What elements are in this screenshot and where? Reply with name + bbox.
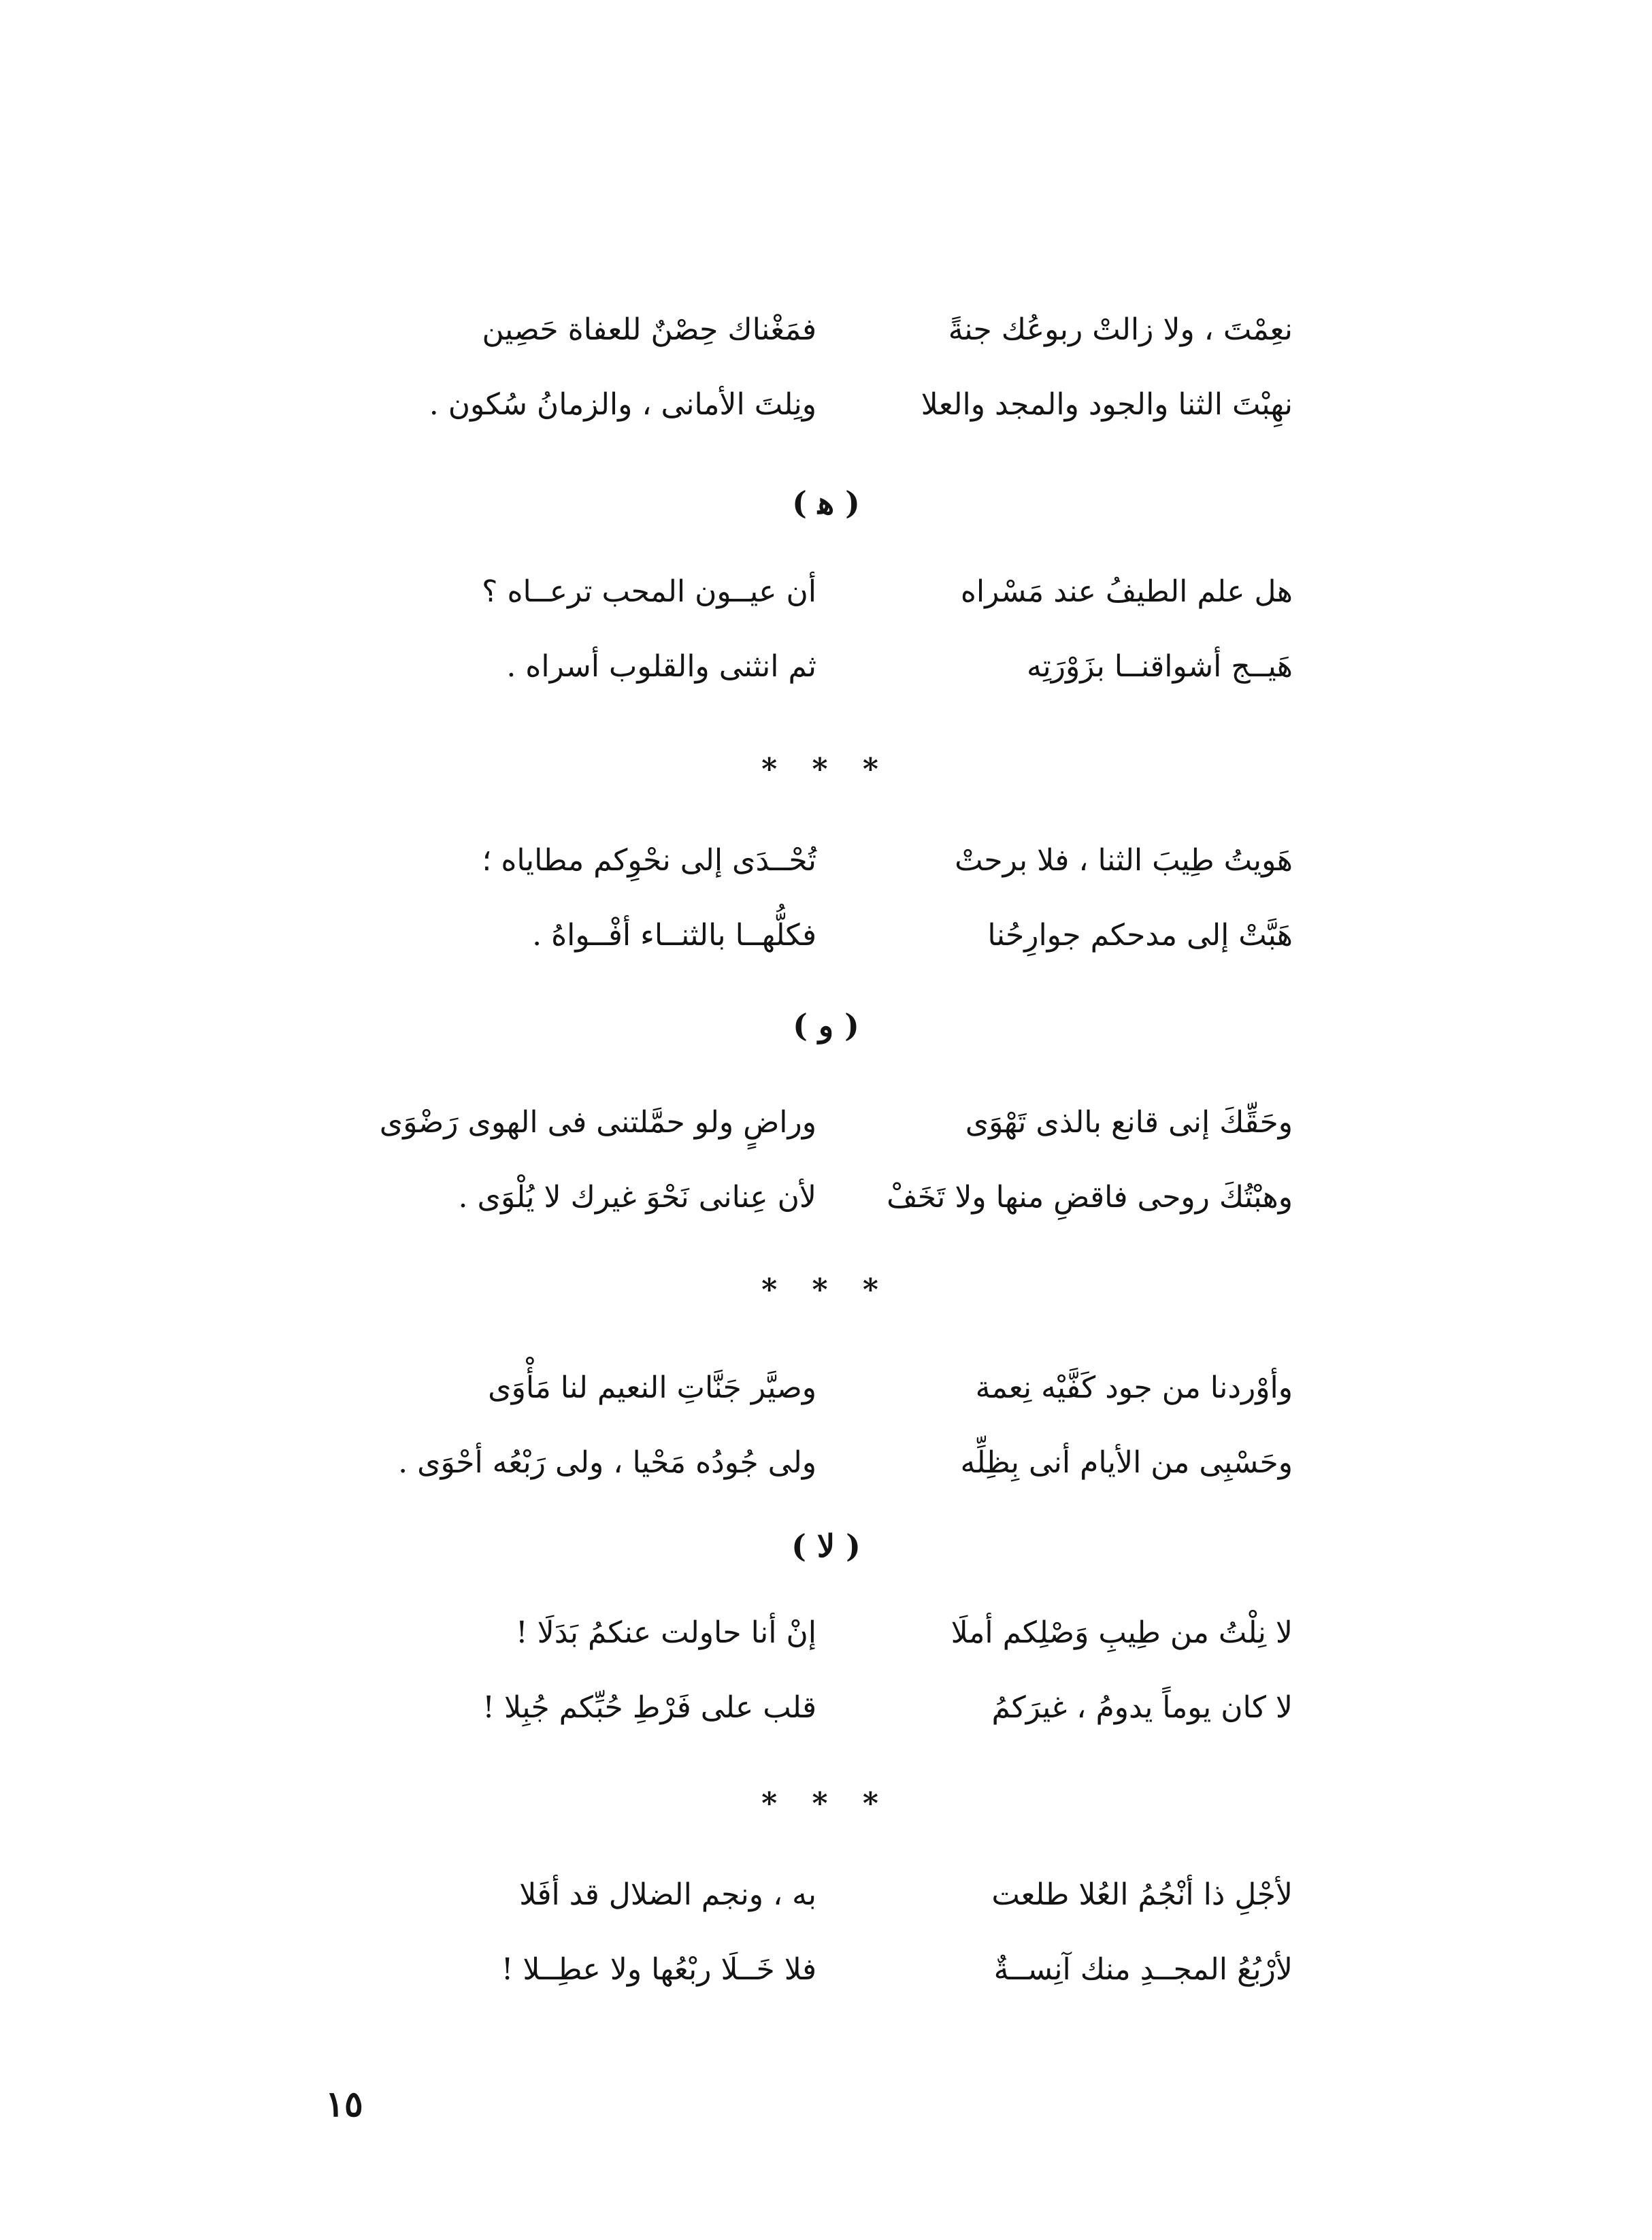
verse-line [367,823,1293,898]
verse-group-4 [367,1085,1293,1235]
first-hemistich: لأرْبُعُ المجــدِ منك آنِســةٌ [993,1952,1293,1987]
first-hemistich: نعِمْتَ ، ولا زالتْ ربوعُك جنةً [948,312,1293,347]
second-hemistich: لأن عِنانى نَحْوَ غيرك لا يُلْوَى . [458,1180,816,1215]
second-hemistich: أن عيــون المحب ترعــاه ؟ [482,574,816,609]
verse-line [367,293,1293,367]
second-hemistich: ثم انثنى والقلوب أسراه . [506,649,816,684]
second-hemistich: ولى جُودُه مَحْيا ، ولى رَبْعُه أحْوَى . [398,1445,816,1480]
section-divider-stars: * * * [761,1272,891,1307]
verse-line [367,1670,1293,1745]
verse-line [367,1160,1293,1235]
verse-group-3 [367,823,1293,973]
first-hemistich: لا نِلْتُ من طِيبِ وَصْلِكم أملَا [951,1615,1293,1650]
verse-line [367,367,1293,442]
verse-line [367,898,1293,973]
first-hemistich: لأجْلِ ذا أنْجُمُ العُلا طلعت [991,1877,1293,1912]
first-hemistich: هَبَّتْ إلى مدحكم جوارِحُنا [987,918,1293,953]
first-hemistich: هَيــج أشواقنــا بزَوْرَتِه [1026,649,1293,684]
verse-group-6 [367,1596,1293,1745]
second-hemistich: إنْ أنا حاولت عنكمُ بَدَلَا ! [515,1615,816,1650]
section-marker-waw: ( و ) [793,1007,859,1044]
second-hemistich: به ، ونجم الضلال قد أفَلا [519,1877,816,1912]
second-hemistich: فمَغْناك حِصْنٌ للعفاة حَصِين [482,312,816,347]
first-hemistich: هَويتُ طِيبَ الثنا ، فلا برحتْ [955,843,1293,878]
page-number: ١٥ [325,2083,363,2125]
section-marker-ha: ( ﻫ ) [792,484,860,521]
verse-line [367,1932,1293,2007]
verse-line [367,629,1293,704]
first-hemistich: وحَسْبِى من الأيام أنى بِظِلِّه [960,1445,1293,1480]
verse-line [367,1085,1293,1160]
first-hemistich: نهِبْتَ الثنا والجود والمجد والعلا [921,387,1293,422]
first-hemistich: وأوْردنا من جود كَفَّيْه نِعمة [975,1370,1293,1405]
section-divider-stars: * * * [761,752,891,787]
second-hemistich: فلا خَــلَا ربْعُها ولا عطِــلا ! [501,1952,816,1987]
verse-line [367,555,1293,629]
first-hemistich: هل علم الطيفُ عند مَسْراه [960,574,1293,609]
verse-line [367,1426,1293,1500]
section-marker-lam-alif: ( لا ) [791,1528,861,1564]
second-hemistich: تُحْــدَى إلى نحْوِكم مطاياه ؛ [482,843,816,878]
second-hemistich: قلب على فَرْطِ حُبِّكم جُبِلا ! [482,1690,816,1725]
verse-group-7 [367,1858,1293,2007]
first-hemistich: وهبْتُكَ روحى فاقضِ منها ولا تَخَفْ [887,1180,1293,1215]
verse-group-5 [367,1351,1293,1500]
verse-group-1 [367,293,1293,442]
first-hemistich: وحَقِّكَ إنى قانع بالذى تَهْوَى [965,1105,1293,1140]
second-hemistich: فكلُّهــا بالثنــاء أفْــواهُ . [532,918,816,953]
verse-line [367,1351,1293,1426]
first-hemistich: لا كان يوماً يدومُ ، غيرَكمُ [991,1690,1293,1725]
verse-line [367,1596,1293,1670]
second-hemistich: وصيَّر جَنَّاتِ النعيم لنا مَأْوَى [488,1370,816,1405]
verse-group-2 [367,555,1293,704]
second-hemistich: ونِلتَ الأمانى ، والزمانُ سُكون . [429,387,816,422]
second-hemistich: وراضٍ ولو حمَّلتنى فى الهوى رَضْوَى [379,1105,816,1140]
section-divider-stars: * * * [761,1786,891,1821]
verse-line [367,1858,1293,1932]
